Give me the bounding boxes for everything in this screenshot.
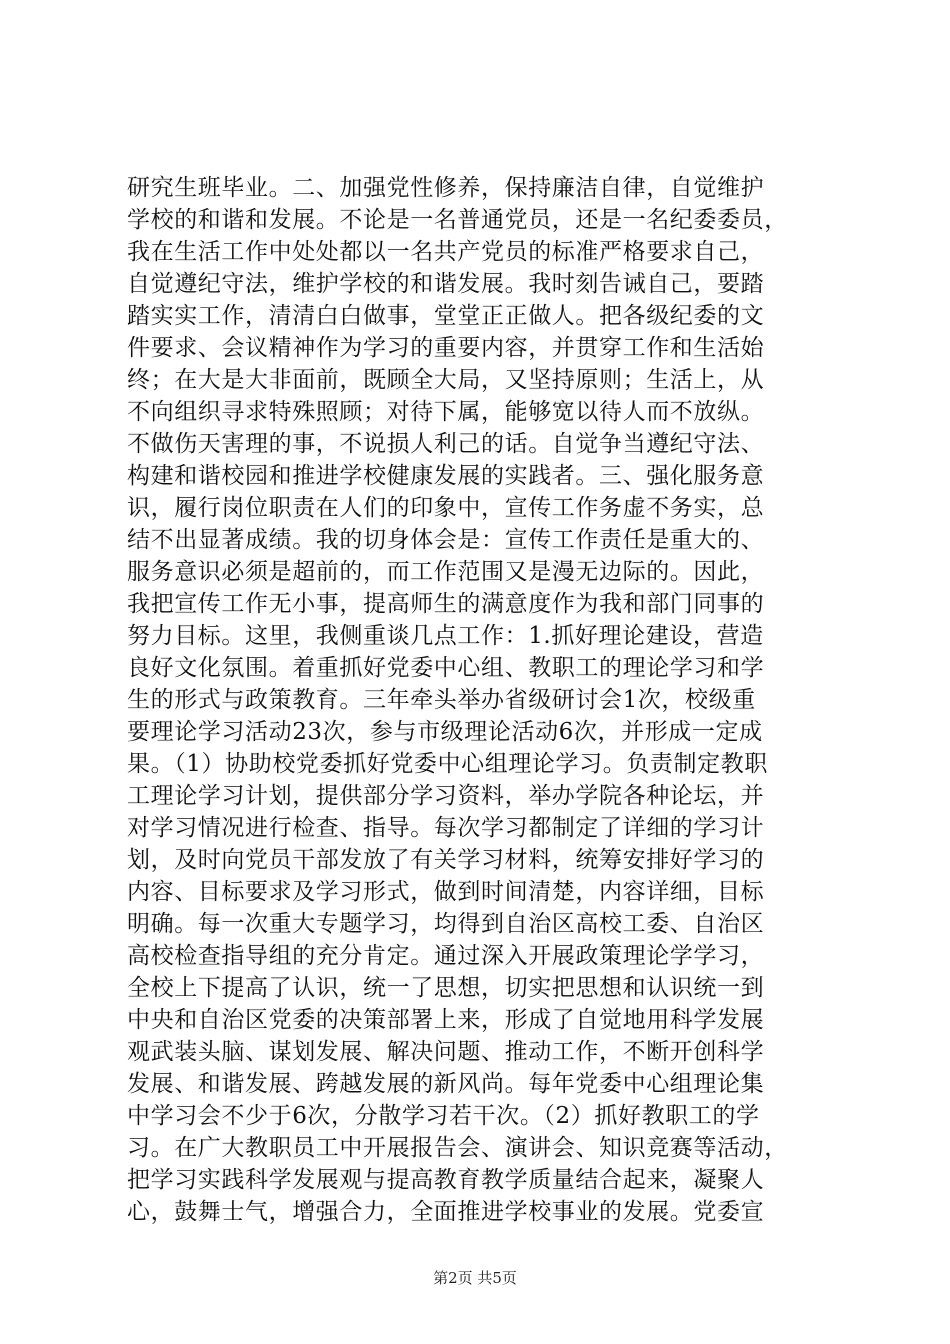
text-line: 识，履行岗位职责在人们的印象中，宣传工作务虚不务实，总 <box>127 495 765 521</box>
text-line: 习。在广大教职员工中开展报告会、演讲会、知识竞赛等活动， <box>127 1135 788 1161</box>
text-line: 内容、目标要求及学习形式，做到时间清楚，内容详细，目标 <box>127 879 765 905</box>
text-line: 中央和自治区党委的决策部署上来，形成了自觉地用科学发展 <box>127 1007 765 1033</box>
text-line: 中学习会不少于6次，分散学习若干次。（2）抓好教职工的学 <box>127 1103 760 1129</box>
text-line: 构建和谐校园和推进学校健康发展的实践者。三、强化服务意 <box>127 463 765 489</box>
text-line: 观武装头脑、谋划发展、解决问题、推动工作，不断开创科学 <box>127 1039 765 1065</box>
text-line: 自觉遵纪守法，维护学校的和谐发展。我时刻告诫自己，要踏 <box>127 271 765 297</box>
text-line: 件要求、会议精神作为学习的重要内容，并贯穿工作和生活始 <box>127 335 765 361</box>
text-line: 划，及时向党员干部发放了有关学习材料，统筹安排好学习的 <box>127 847 765 873</box>
text-line: 我把宣传工作无小事，提高师生的满意度作为我和部门同事的 <box>127 591 765 617</box>
body-text <box>127 172 847 1228</box>
text-line: 良好文化氛围。着重抓好党委中心组、教职工的理论学习和学 <box>127 655 765 681</box>
text-line: 结不出显著成绩。我的切身体会是：宣传工作责任是重大的、 <box>127 527 765 553</box>
text-line: 工理论学习计划，提供部分学习资料，举办学院各种论坛，并 <box>127 783 765 809</box>
text-line: 终；在大是大非面前，既顾全大局，又坚持原则；生活上，从 <box>127 367 765 393</box>
text-line: 不做伤天害理的事，不说损人利己的话。自觉争当遵纪守法、 <box>127 431 765 457</box>
text-line: 心，鼓舞士气，增强合力，全面推进学校事业的发展。党委宣 <box>127 1199 765 1225</box>
text-line: 全校上下提高了认识，统一了思想，切实把思想和认识统一到 <box>127 975 765 1001</box>
text-line: 我在生活工作中处处都以一名共产党员的标准严格要求自己， <box>127 239 765 265</box>
text-line: 努力目标。这里，我侧重谈几点工作：1.抓好理论建设，营造 <box>127 623 764 649</box>
text-line: 果。（1）协助校党委抓好党委中心组理论学习。负责制定教职 <box>127 751 768 777</box>
text-line: 对学习情况进行检查、指导。每次学习都制定了详细的学习计 <box>127 815 765 841</box>
page-footer: 第2页 共5页 <box>433 1269 517 1287</box>
text-line: 服务意识必须是超前的，而工作范围又是漫无边际的。因此， <box>127 559 765 585</box>
text-line: 发展、和谐发展、跨越发展的新风尚。每年党委中心组理论集 <box>127 1071 765 1097</box>
text-line: 高校检查指导组的充分肯定。通过深入开展政策理论学学习， <box>127 943 765 969</box>
text-line: 踏实实工作，清清白白做事，堂堂正正做人。把各级纪委的文 <box>127 303 765 329</box>
text-line: 不向组织寻求特殊照顾；对待下属，能够宽以待人而不放纵。 <box>127 399 765 425</box>
text-line: 要理论学习活动23次，参与市级理论活动6次，并形成一定成 <box>127 719 763 745</box>
text-line: 研究生班毕业。二、加强党性修养，保持廉洁自律，自觉维护 <box>127 175 765 201</box>
text-line: 学校的和谐和发展。不论是一名普通党员，还是一名纪委委员， <box>127 207 788 233</box>
text-line: 生的形式与政策教育。三年牵头举办省级研讨会1次，校级重 <box>127 687 756 713</box>
text-line: 明确。每一次重大专题学习，均得到自治区高校工委、自治区 <box>127 911 765 937</box>
text-line: 把学习实践科学发展观与提高教育教学质量结合起来，凝聚人 <box>127 1167 765 1193</box>
